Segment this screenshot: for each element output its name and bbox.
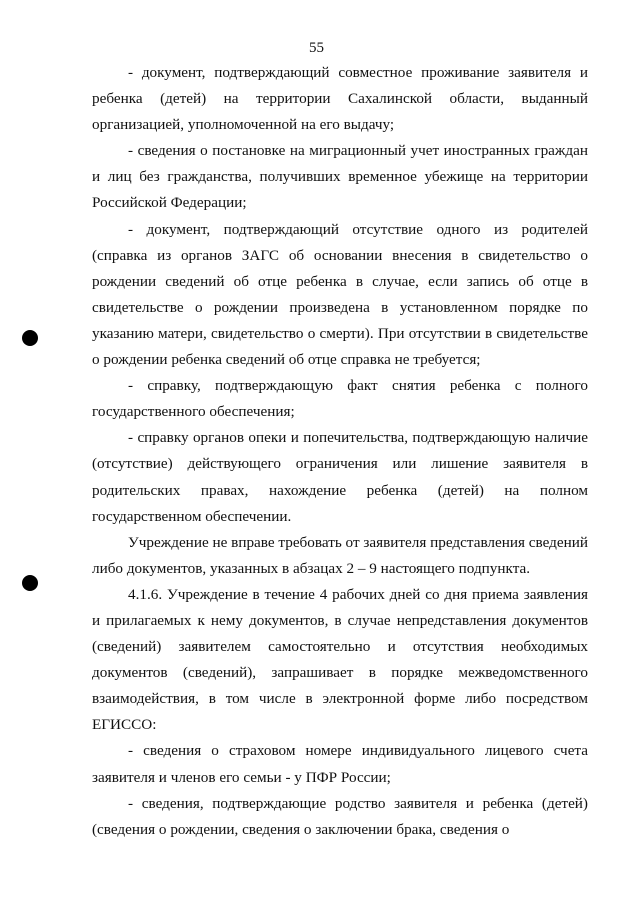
paragraph: Учреждение не вправе требовать от заявителя представления сведений либо документов, указанных в абзацах 2 – 9 настоящего подпункта. [92,533,588,577]
page-number: 55 [309,40,324,56]
document-body [92,60,588,843]
paragraph: - сведения, подтверждающие родство заявителя и ребенка (детей) (сведения о рождении, сведения о заключении брака, сведения о [92,794,588,838]
binder-hole-mark [22,575,38,591]
binder-hole-mark [22,330,38,346]
paragraph: - справку, подтверждающую факт снятия ребенка с полного государственного обеспечения; [92,377,588,421]
paragraph: 4.1.6. Учреждение в течение 4 рабочих дней со дня приема заявления и прилагаемых к нему документов, в случае непредставления документов (сведений) заявителем самостоятельно и отсутствия необходимых документов (сведений), запрашивает в порядке межведомственного взаимодействия, в том числе в электронной форме либо посредством ЕГИССО: [92,585,588,734]
paragraph: - справку органов опеки и попечительства, подтверждающую наличие (отсутствие) действующего ограничения или лишение заявителя в родительских правах, нахождение ребенка (детей) на полном государственном обеспечении. [92,429,588,525]
paragraph: - сведения о постановке на миграционный учет иностранных граждан и лиц без гражданства, получивших временное убежище на территории Российской Федерации; [92,142,588,212]
paragraph: - документ, подтверждающий отсутствие одного из родителей (справка из органов ЗАГС об основании внесения в свидетельство о рождении сведений об отце ребенка в случае, если запись об отце в свидетельстве о рождении произведена в установленном порядке по указанию матери, свидетельство о смерти). При отсутствии в свидетельстве о рождении ребенка сведений об отце справка не требуется; [92,220,588,369]
paragraph: - документ, подтверждающий совместное проживание заявителя и ребенка (детей) на территории Сахалинской области, выданный организацией, уполномоченной на его выдачу; [92,64,588,134]
paragraph: - сведения о страховом номере индивидуального лицевого счета заявителя и членов его семьи - у ПФР России; [92,742,588,786]
